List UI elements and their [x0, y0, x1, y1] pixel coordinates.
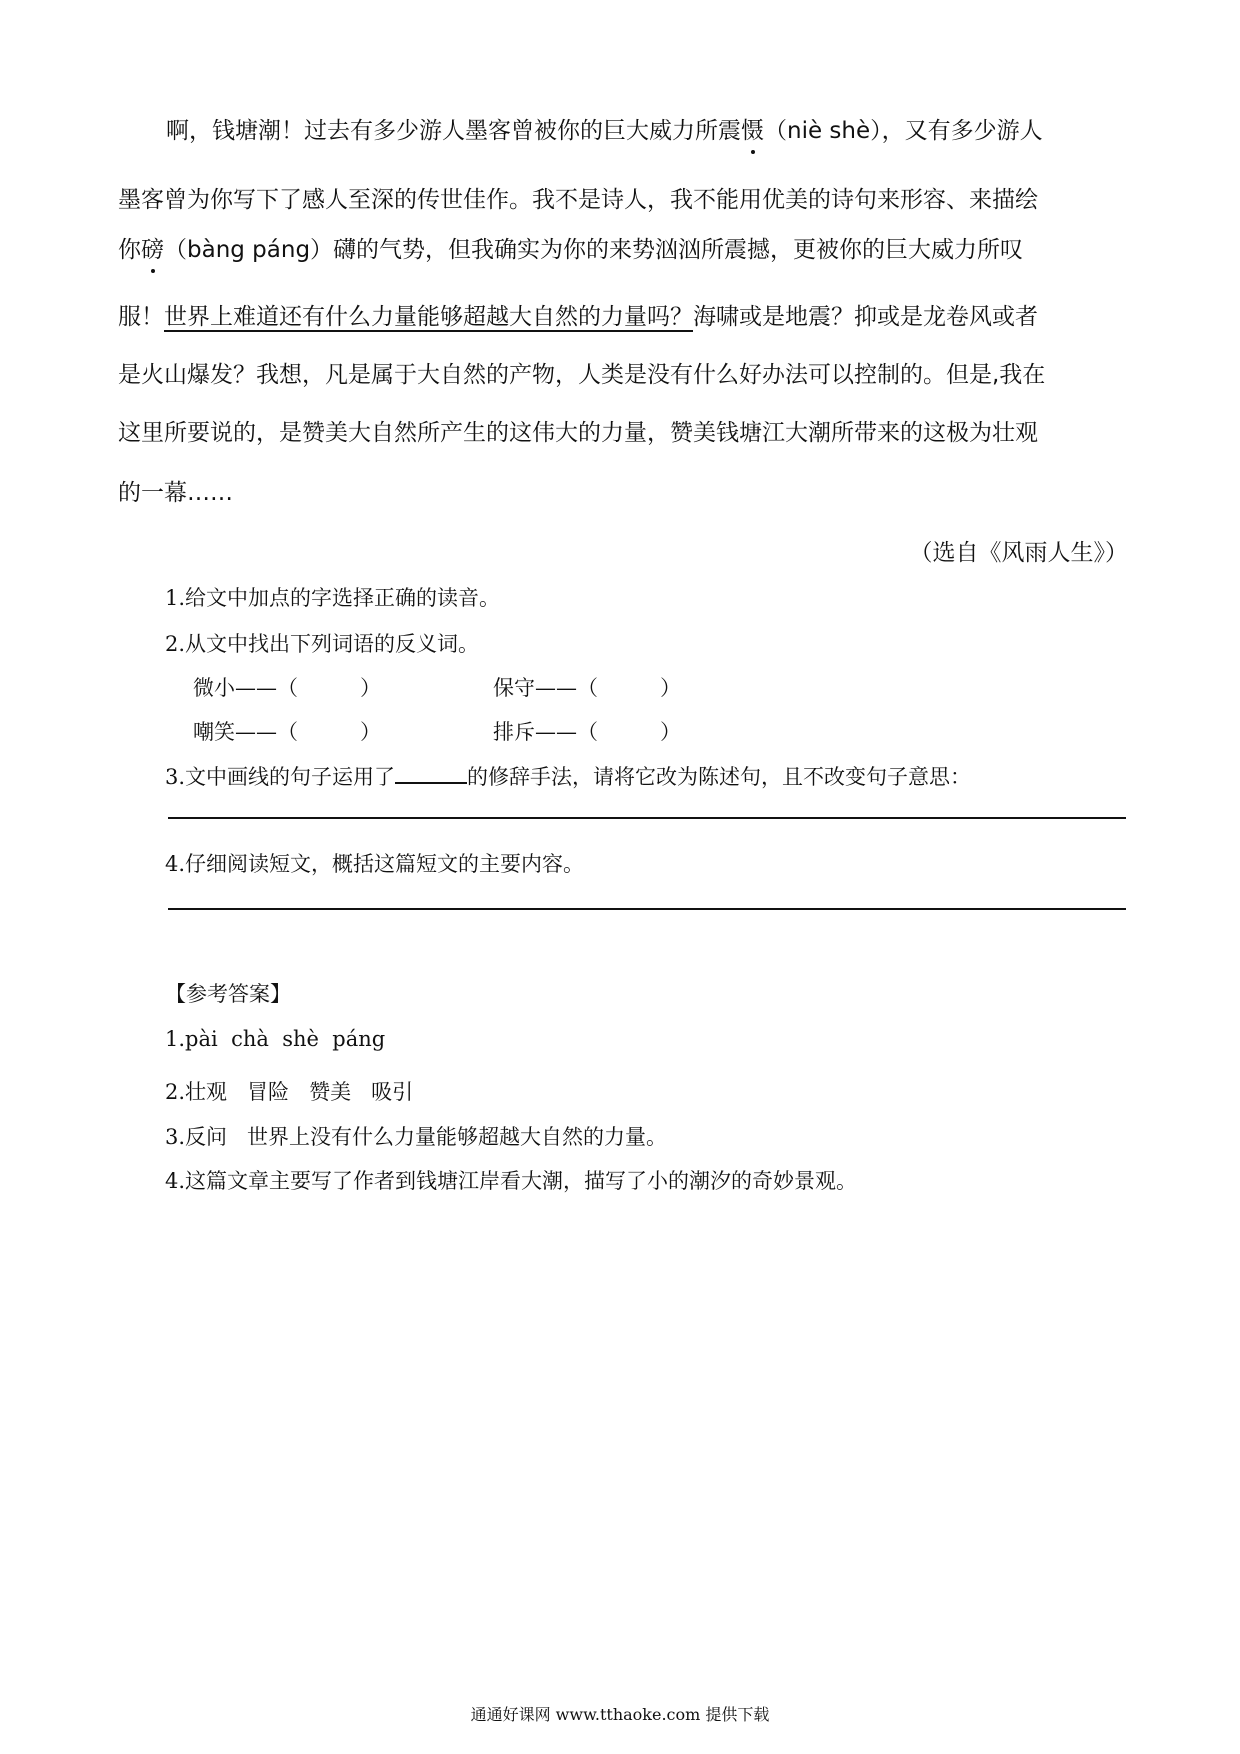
passage-text: 你 — [118, 237, 141, 263]
antonym-word: 嘲笑——（ — [193, 720, 298, 744]
source-citation: （选自《风雨人生》） — [909, 540, 1128, 566]
antonym-close: ） — [660, 720, 681, 744]
antonym-word: 保守——（ — [493, 676, 598, 700]
answer-line[interactable] — [168, 908, 1126, 910]
passage-line-4 — [118, 298, 1038, 331]
underlined-sentence: 世界上难道还有什么力量能够超越大自然的力量吗？ — [164, 304, 693, 330]
dotted-character: 慑 — [741, 112, 764, 145]
fill-in-blank[interactable] — [395, 762, 467, 784]
answer-2: 2.壮观 冒险 赞美 吸引 — [165, 1080, 414, 1104]
antonym-close: ） — [360, 676, 381, 700]
question-3-text: 的修辞手法，请将它改为陈述句，且不改变句子意思： — [467, 765, 972, 789]
passage-text: （bàng páng）礴的气势，但我确实为你的来势汹汹所震撼，更被你的巨大威力所叹 — [164, 237, 1024, 263]
page-footer: 通通好课网 www.tthaoke.com 提供下载 — [470, 1705, 770, 1724]
question-3-text: 3.文中画线的句子运用了 — [165, 765, 396, 789]
answer-3: 3.反问 世界上没有什么力量能够超越大自然的力量。 — [165, 1125, 668, 1149]
antonym-item — [493, 672, 681, 702]
answer-key-heading: 【参考答案】 — [165, 982, 291, 1006]
passage-line-1 — [166, 112, 1043, 145]
passage-line-2: 墨客曾为你写下了感人至深的传世佳作。我不是诗人，我不能用优美的诗句来形容、来描绘 — [118, 187, 1038, 213]
antonym-close: ） — [360, 720, 381, 744]
antonym-word: 微小——（ — [193, 676, 298, 700]
passage-text: 服！ — [118, 304, 164, 330]
antonym-word: 排斥——（ — [493, 720, 598, 744]
antonym-item — [493, 716, 681, 746]
passage-text: （niè shè），又有多少游人 — [764, 118, 1043, 144]
antonym-item — [193, 716, 381, 746]
answer-1: 1.pài chà shè páng — [165, 1027, 386, 1051]
question-3 — [165, 761, 971, 791]
answer-4: 4.这篇文章主要写了作者到钱塘江岸看大潮，描写了小的潮汐的奇妙景观。 — [165, 1169, 858, 1193]
passage-line-5: 是火山爆发？我想，凡是属于大自然的产物，人类是没有什么好办法可以控制的。但是,我在 — [118, 362, 1046, 388]
antonym-close: ） — [660, 676, 681, 700]
passage-line-3 — [118, 231, 1023, 264]
passage-line-6: 这里所要说的，是赞美大自然所产生的这伟大的力量，赞美钱塘江大潮所带来的这极为壮观 — [118, 420, 1038, 446]
passage-text: 啊，钱塘潮！过去有多少游人墨客曾被你的巨大威力所震 — [166, 118, 741, 144]
dotted-character: 磅 — [141, 231, 164, 264]
question-1: 1.给文中加点的字选择正确的读音。 — [165, 586, 501, 610]
passage-text: 海啸或是地震？抑或是龙卷风或者 — [693, 304, 1038, 330]
passage-line-7: 的一幕…… — [118, 480, 233, 506]
question-4: 4.仔细阅读短文，概括这篇短文的主要内容。 — [165, 852, 585, 876]
question-2: 2.从文中找出下列词语的反义词。 — [165, 632, 480, 656]
answer-line[interactable] — [168, 817, 1126, 819]
antonym-item — [193, 672, 381, 702]
